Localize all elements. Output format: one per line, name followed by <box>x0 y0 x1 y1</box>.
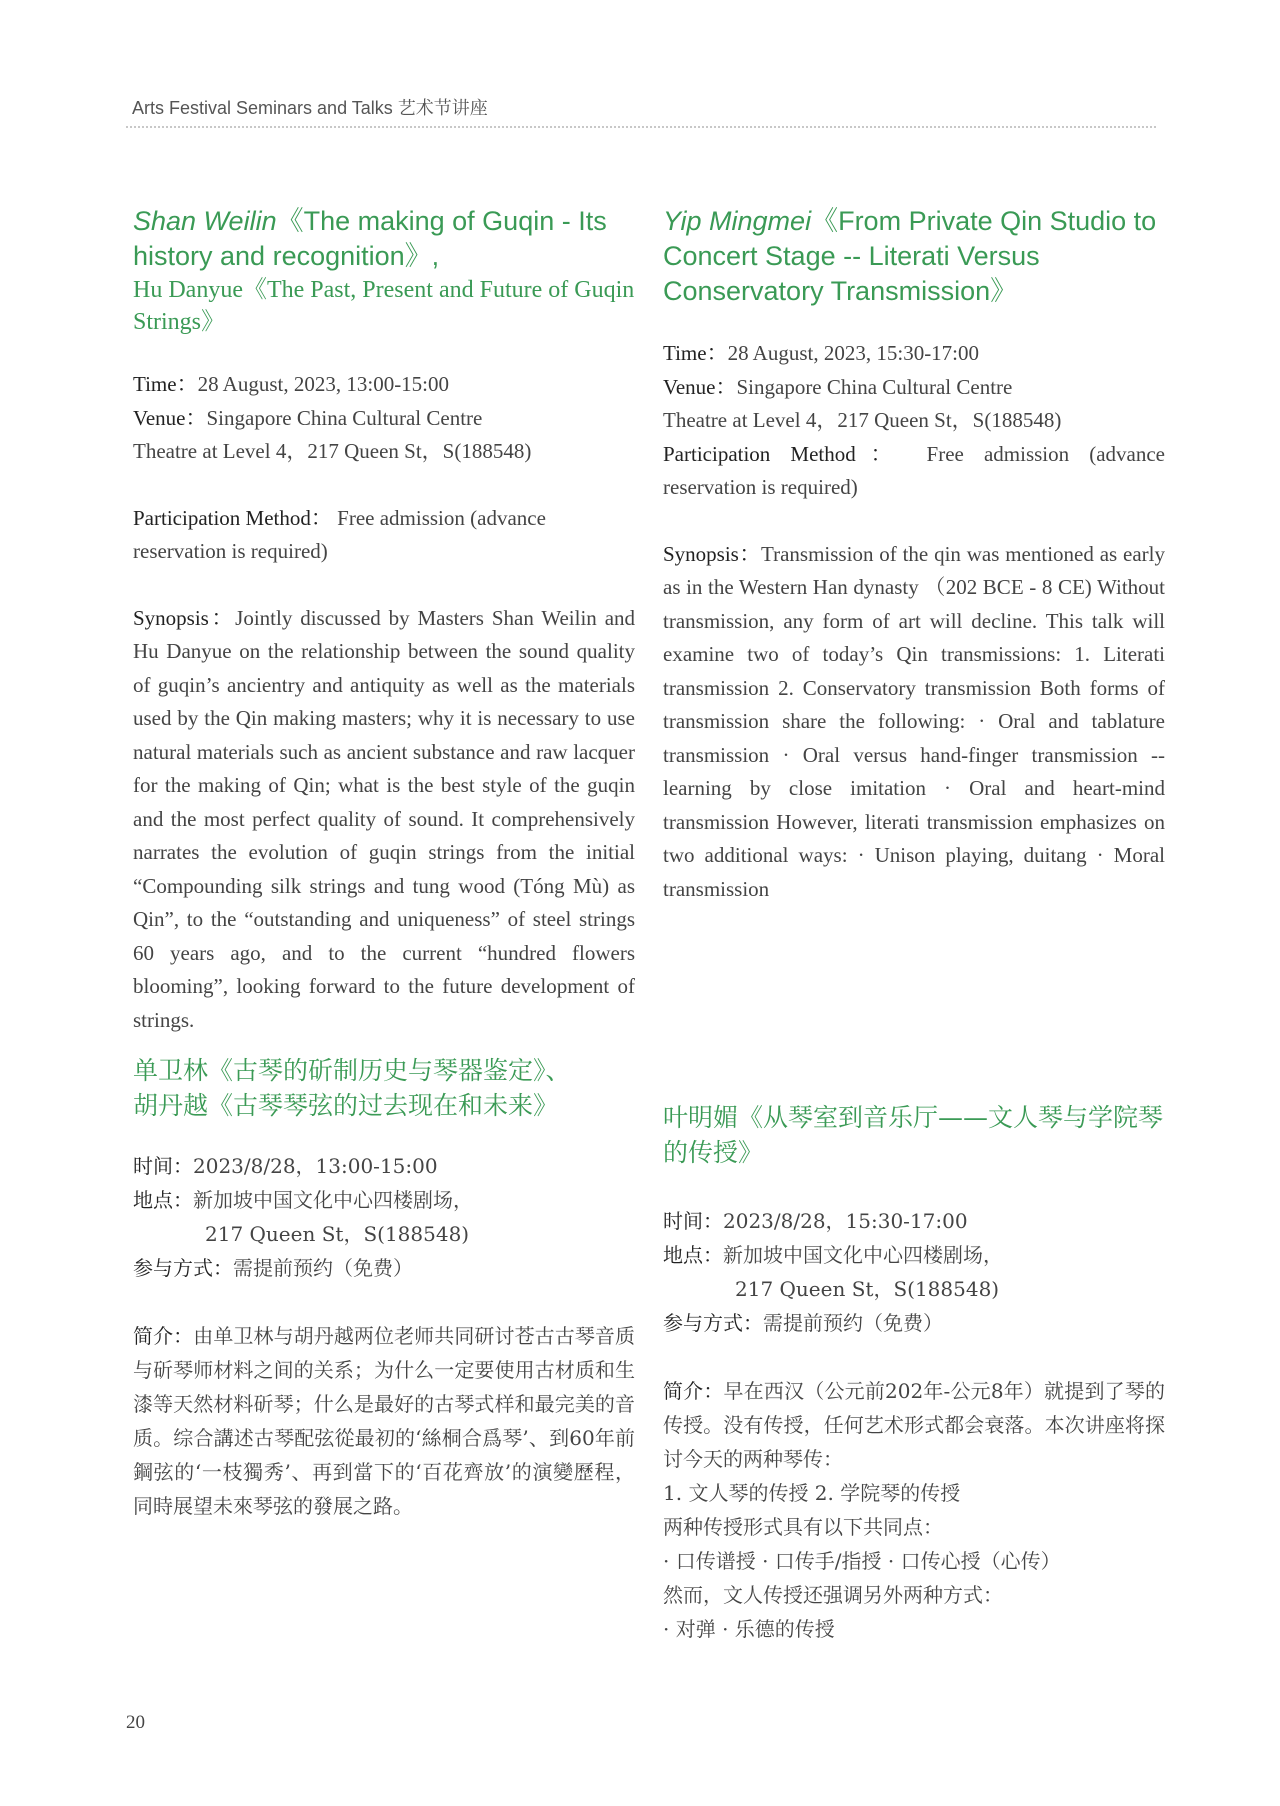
venue-line <box>663 371 1165 405</box>
cn-synopsis <box>663 1374 1165 1476</box>
synopsis <box>133 602 635 1038</box>
page-number: 20 <box>126 1712 145 1733</box>
cn-synopsis-line6: · 对弹 · 乐德的传授 <box>663 1617 835 1641</box>
left-column <box>133 204 635 1523</box>
cn-synopsis-text: 由单卫林与胡丹越两位老师共同研讨苍古古琴音质与斫琴师材料之间的关系；为什么一定要使用古材质和生漆等天然材料斫琴；什么是最好的古琴式样和最完美的音质。综合講述古琴配弦從最初的‘絲桐合爲琴’、到60年前鋼弦的‘一枝獨秀’、再到當下的‘百花齊放’的演變歷程，同時展望未來琴弦的發展之路。 <box>133 1324 635 1518</box>
participation-method <box>133 502 635 569</box>
cn-method-value: 需提前预约（免费） <box>233 1256 413 1280</box>
time-line <box>663 337 1165 371</box>
cn-synopsis-label: 简介： <box>133 1324 194 1348</box>
method-value: Free admission (advance reservation is required) <box>133 505 546 563</box>
cn-synopsis <box>133 1319 635 1523</box>
time-value: 28 August, 2023, 15:30-17:00 <box>727 341 980 365</box>
participation-method <box>663 438 1165 505</box>
time-line <box>133 368 635 402</box>
event-title-cn-line1: 单卫林《古琴的斫制历史与琴器鉴定》、 <box>133 1056 571 1085</box>
time-label: Time： <box>133 372 198 396</box>
cn-synopsis-line2: 1. 文人琴的传授 2. 学院琴的传授 <box>663 1481 961 1505</box>
cn-method-line <box>133 1251 635 1285</box>
cn-method-line <box>663 1306 1165 1340</box>
event-title-cn-line2: 胡丹越《古琴琴弦的过去现在和未来》 <box>133 1091 559 1120</box>
cn-venue-line-2: 217 Queen St，S(188548) <box>735 1277 1000 1301</box>
cn-venue-line-2: 217 Queen St，S(188548) <box>205 1222 470 1246</box>
event-title-en <box>663 204 1165 309</box>
cn-venue-line <box>663 1238 1165 1272</box>
synopsis-label: Synopsis： <box>133 605 236 630</box>
cn-synopsis-line3: 两种传授形式具有以下共同点： <box>663 1515 943 1539</box>
talk-title: 《The making of Guqin - Its history and recognition》, <box>133 206 607 271</box>
speaker-name: Yip Mingmei <box>663 206 812 236</box>
method-label: Participation Method： <box>663 441 907 466</box>
cn-venue-label: 地点： <box>133 1188 193 1212</box>
method-value: Free admission (advance reservation is required) <box>663 441 1166 499</box>
venue-line <box>133 402 635 436</box>
cn-time-label: 时间： <box>663 1209 723 1233</box>
cn-venue-value: 新加坡中国文化中心四楼剧场， <box>193 1188 473 1212</box>
event-title-cn <box>133 1053 635 1123</box>
cn-synopsis-line4: · 口传谱授 · 口传手/指授 · 口传心授（心传） <box>663 1549 1061 1573</box>
synopsis-text: Jointly discussed by Masters Shan Weilin and Hu Danyue on the relationship between the sound quality of guqin’s ancientry and antiquity as well as the materials used by the Qin making masters; why it is necessary to use natural materials such as ancient substance and raw lacquer for the making of Qin; what is the best style of the guqin and the most perfect quality of sound. It comprehensively narrates the evolution of guqin strings from the initial “Compounding silk strings and tung wood (Tóng Mù) as Qin”, to the “outstanding and uniqueness” of steel strings 60 years ago, and to the current “hundred flowers blooming”, looking forward to the future development of strings. <box>133 605 636 1032</box>
cn-venue-value: 新加坡中国文化中心四楼剧场， <box>723 1243 1003 1267</box>
method-label: Participation Method： <box>133 505 332 530</box>
cn-synopsis-label: 简介： <box>663 1379 724 1403</box>
cn-method-value: 需提前预约（免费） <box>763 1311 943 1335</box>
venue-label: Venue： <box>133 405 207 430</box>
cn-time-value: 2023/8/28，13:00-15:00 <box>193 1154 438 1178</box>
running-header: Arts Festival Seminars and Talks 艺术节讲座 <box>132 98 488 118</box>
right-column <box>663 204 1165 906</box>
talk-title: 《From Private Qin Studio to Concert Stage -- Literati Versus Conservatory Transmission》 <box>663 206 1157 306</box>
cn-synopsis-text: 早在西汉（公元前202年-公元8年）就提到了琴的传授。没有传授，任何艺术形式都会衰落。本次讲座将探讨今天的两种琴传： <box>663 1379 1166 1471</box>
synopsis <box>663 538 1165 907</box>
cn-time-line <box>133 1149 635 1183</box>
cn-venue-label: 地点： <box>663 1243 723 1267</box>
cn-time-value: 2023/8/28，15:30-17:00 <box>723 1209 968 1233</box>
speaker-name: Shan Weilin <box>133 206 277 236</box>
cn-time-line <box>663 1204 1165 1238</box>
event-title-en <box>133 204 635 274</box>
header-divider <box>126 126 1156 128</box>
synopsis-label: Synopsis： <box>663 541 762 566</box>
cn-venue-line <box>133 1183 635 1217</box>
venue-label: Venue： <box>663 374 737 399</box>
venue-value: Singapore China Cultural Centre <box>736 374 1013 399</box>
cn-synopsis-line5: 然而，文人传授还强调另外两种方式： <box>663 1583 1003 1607</box>
event-title-cn: 叶明媚《从琴室到音乐厅——文人琴与学院琴的传授》 <box>663 1103 1164 1167</box>
synopsis-text: Transmission of the qin was mentioned as early as in the Western Han dynasty （202 BCE - 8 CE) Without transmission, any form of art will decline. This talk will examine two of today’s Qin transmissions: 1. Literati transmission 2. Conservatory transmission Both forms of transmission share the following: · Oral and tablature transmission · Oral versus hand-finger transmission -- learning by close imitation · Oral and heart-mind transmission However, literati transmission emphasizes on two additional ways: · Unison playing, duitang · Moral transmission <box>663 541 1165 901</box>
cn-time-label: 时间： <box>133 1154 193 1178</box>
time-value: 28 August, 2023, 13:00-15:00 <box>197 372 450 396</box>
venue-line-2: Theatre at Level 4，217 Queen St，S(188548) <box>133 439 532 463</box>
time-label: Time： <box>663 341 728 365</box>
venue-line-2: Theatre at Level 4，217 Queen St，S(188548) <box>663 408 1062 432</box>
cn-method-label: 参与方式： <box>663 1311 763 1335</box>
cn-method-label: 参与方式： <box>133 1256 233 1280</box>
right-column-cn <box>663 1100 1165 1646</box>
event-title-en-2: Hu Danyue《The Past, Present and Future of Guqin Strings》 <box>133 277 635 335</box>
venue-value: Singapore China Cultural Centre <box>206 405 483 430</box>
